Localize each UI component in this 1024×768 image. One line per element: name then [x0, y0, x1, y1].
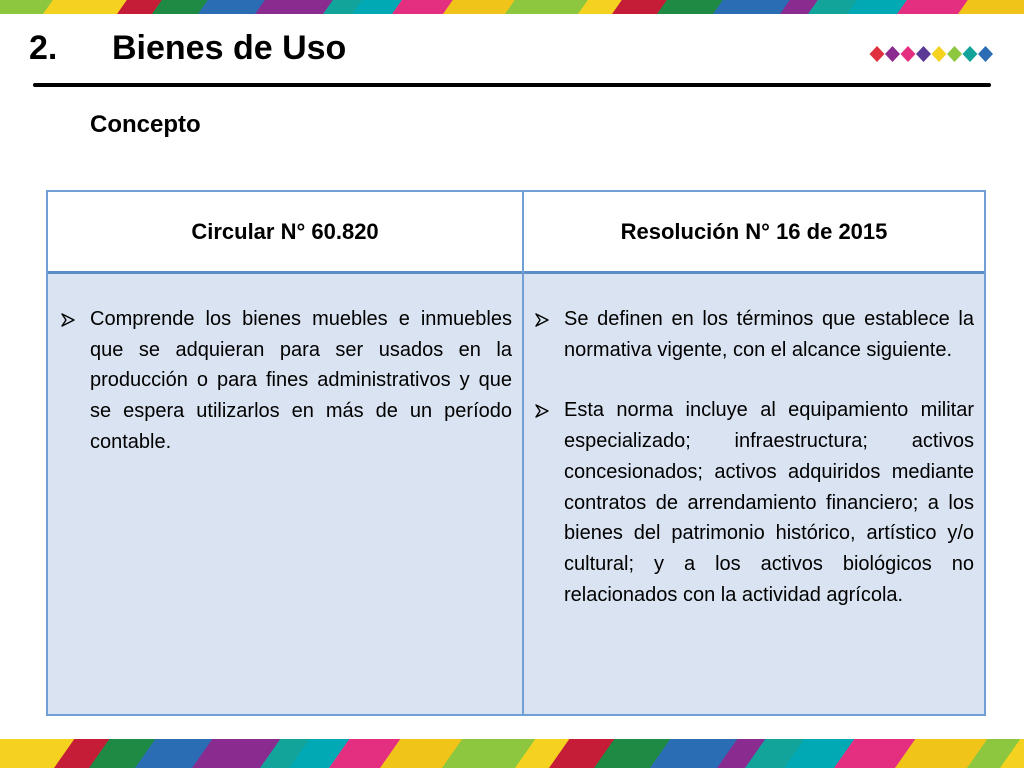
- band-segment: [255, 0, 335, 14]
- left-cell: [60, 304, 512, 458]
- list-item: [534, 395, 974, 610]
- diamond-mark: [978, 46, 993, 62]
- band-segment: [958, 0, 1024, 14]
- header-resolucion: Resolución N° 16 de 2015: [620, 218, 888, 244]
- left-item-text: Comprende los bienes muebles e inmuebles que se adquieran para ser usados en la producción o para fines administrativos y que se espera utilizarlos en más de un período contable.: [90, 308, 512, 453]
- slide-number: 2.: [29, 29, 58, 67]
- title-underline: [33, 83, 991, 87]
- diamond-mark: [885, 46, 900, 62]
- table-body-row: [48, 274, 984, 714]
- right-item-text: Se definen en los términos que establece la normativa vigente, con el alcance siguiente.: [564, 308, 974, 361]
- diamond-mark: [916, 46, 931, 62]
- right-cell: [534, 304, 974, 610]
- right-item-text: Esta norma incluye al equipamiento militar especializado; infraestructura; activos concesionados; activos adquiridos mediante contratos de arrendamiento financiero; a los bienes del patrimonio histórico, artístico y/o cultural; y a los activos biológicos no relacionados con la actividad agrícola.: [564, 399, 974, 606]
- comparison-table: [46, 190, 986, 716]
- diamond-mark: [963, 46, 978, 62]
- arrow-bullet-icon: [534, 403, 550, 419]
- list-item: [534, 304, 974, 365]
- arrow-bullet-icon: [60, 312, 76, 328]
- diamond-mark: [947, 46, 962, 62]
- slide-title-text: Bienes de Uso: [112, 29, 347, 67]
- diamond-mark: [901, 46, 916, 62]
- band-segment: [897, 0, 970, 14]
- table-header-row: [48, 192, 984, 274]
- diamond-mark: [932, 46, 947, 62]
- diamond-ornament-icon: [868, 44, 996, 64]
- header-circular: Circular N° 60.820: [191, 218, 379, 244]
- band-segment: [443, 0, 517, 14]
- band-segment: [713, 0, 792, 14]
- arrow-bullet-icon: [534, 312, 550, 328]
- list-item: [60, 304, 512, 458]
- column-divider: [522, 192, 524, 714]
- section-subtitle: Concepto: [90, 111, 201, 138]
- decorative-top-band: [0, 0, 1024, 14]
- band-segment: [43, 0, 129, 14]
- band-segment: [505, 0, 590, 14]
- slide-title: [29, 26, 346, 70]
- diamond-mark: [870, 46, 885, 62]
- decorative-bottom-band: [0, 739, 1024, 768]
